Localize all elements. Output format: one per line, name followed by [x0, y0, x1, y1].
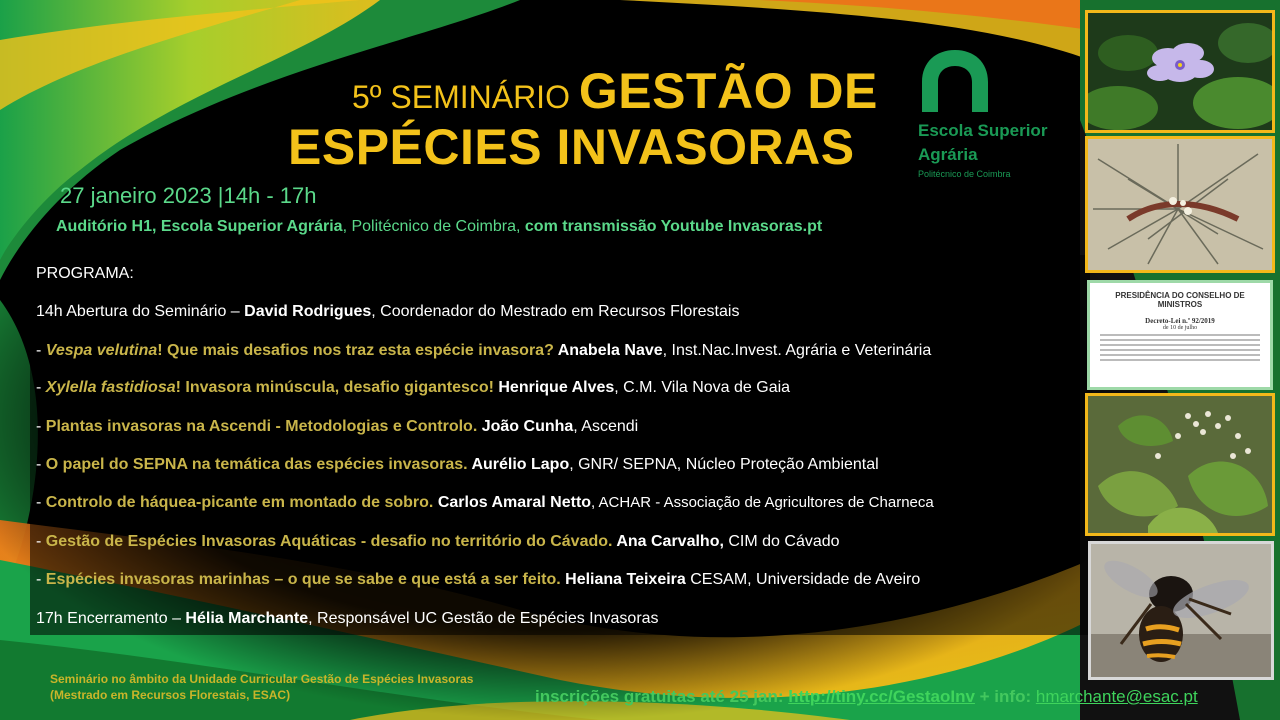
talk-item	[36, 533, 1086, 551]
hakea-plant-photo	[1085, 136, 1275, 273]
programme-closing	[36, 610, 1086, 628]
talk-title: O papel do SEPNA na temática das espécies invasoras.	[45, 456, 472, 473]
talk-speaker: Henrique Alves	[498, 379, 615, 396]
programme-heading: PROGRAMA:	[36, 265, 134, 282]
talk-item	[36, 342, 1086, 360]
talk-dash: -	[36, 342, 46, 359]
japanese-knotweed-photo	[1085, 393, 1275, 536]
talk-speaker: Aurélio Lapo	[471, 456, 570, 473]
talk-dash: -	[36, 456, 46, 473]
doc-text-line	[1100, 334, 1260, 336]
talk-speaker: Carlos Amaral Netto	[437, 494, 592, 511]
doc-text-line	[1100, 354, 1260, 356]
opening-speaker: David Rodrigues	[244, 303, 372, 320]
talk-title: ! Que mais desafios nos traz esta espécie invasora?	[157, 342, 558, 359]
venue-place: Auditório H1, Escola Superior Agrária	[56, 218, 343, 235]
decree-header: PRESIDÊNCIA DO CONSELHO DE MINISTROS	[1115, 291, 1245, 309]
talk-title: Espécies invasoras marinhas – o que se sabe e que está a ser feito.	[45, 571, 566, 588]
info-email-link[interactable]: hmarchante@esac.pt	[1035, 687, 1198, 706]
venue-stream: com transmissão Youtube Invasoras.pt	[524, 218, 823, 235]
talk-dash: -	[36, 379, 46, 396]
talk-affiliation: , Inst.Nac.Invest. Agrária e Veterinária	[662, 342, 932, 359]
talk-affiliation: , ACHAR - Associação de Agricultores de Charneca	[591, 494, 934, 511]
info-text: + info:	[974, 687, 1036, 706]
logo-school-name-2: Agrária	[918, 145, 978, 164]
talk-speaker: João Cunha	[481, 418, 574, 435]
talk-speaker: Anabela Nave	[557, 342, 663, 359]
decree-date: de 10 de julho	[1162, 325, 1198, 331]
opening-role: , Coordenador do Mestrado em Recursos Florestais	[371, 303, 740, 320]
decree-document-image	[1087, 280, 1273, 390]
logo-school-name: Escola Superior	[918, 121, 1048, 140]
talk-speaker: Ana Carvalho,	[616, 533, 724, 550]
talk-dash: -	[36, 494, 46, 511]
closing-time: 17h Encerramento –	[36, 610, 186, 627]
doc-text-line	[1100, 344, 1260, 346]
talk-dash: -	[36, 418, 46, 435]
event-venue	[56, 218, 822, 236]
doc-text-line	[1100, 349, 1260, 351]
talk-item	[36, 456, 1086, 474]
talk-title: Controlo de háquea-picante em montado de sobro.	[45, 494, 438, 511]
opening-time: 14h Abertura do Seminário –	[36, 303, 245, 320]
doc-text-line	[1100, 339, 1260, 341]
talk-affiliation: , Ascendi	[573, 418, 639, 435]
asian-hornet-photo	[1088, 541, 1274, 680]
event-date: 27 janeiro 2023 |14h - 17h	[60, 183, 317, 208]
seminar-title-line1	[352, 62, 892, 120]
seminar-number: 5º SEMINÁRIO	[352, 79, 570, 115]
registration-link[interactable]: http://tiny.cc/GestaoInv	[788, 687, 975, 706]
talk-item	[36, 494, 1086, 512]
talk-title: ! Invasora minúscula, desafio gigantesco!	[175, 379, 499, 396]
talk-affiliation: , C.M. Vila Nova de Gaia	[614, 379, 791, 396]
closing-role: , Responsável UC Gestão de Espécies Invasoras	[308, 610, 659, 627]
footer-context-note: Seminário no âmbito da Unidade Curricular Gestão de Espécies Invasoras (Mestrado em Recursos Florestais, ESAC)	[50, 672, 474, 702]
decree-number: Decreto-Lei n.º 92/2019	[1145, 317, 1215, 325]
talk-title: Plantas invasoras na Ascendi - Metodologias e Controlo.	[45, 418, 482, 435]
talk-title: Gestão de Espécies Invasoras Aquáticas - desafio no território do Cávado.	[45, 533, 617, 550]
talk-species: Xylella fastidiosa	[45, 379, 176, 396]
school-logo-icon	[920, 48, 990, 112]
talk-item	[36, 571, 1086, 589]
talk-affiliation: CIM do Cávado	[723, 533, 840, 550]
water-hyacinth-flower-photo	[1085, 10, 1275, 133]
programme-opening	[36, 303, 1086, 321]
doc-text-line	[1100, 359, 1260, 361]
talk-item	[36, 418, 1086, 436]
talk-dash: -	[36, 533, 46, 550]
closing-speaker: Hélia Marchante	[185, 610, 309, 627]
title-gestao-de: GESTÃO DE	[578, 63, 878, 119]
seminar-title-line2: ESPÉCIES INVASORAS	[288, 119, 855, 175]
talk-dash: -	[36, 571, 46, 588]
registration-line	[535, 687, 1198, 707]
venue-institution: , Politécnico de Coimbra,	[342, 218, 525, 235]
logo-polytechnic: Politécnico de Coimbra	[918, 169, 1011, 179]
registration-text: inscrições gratuitas até 25 jan:	[535, 687, 789, 706]
talk-affiliation: CESAM, Universidade de Aveiro	[685, 571, 921, 588]
talk-item	[36, 379, 1086, 397]
talk-speaker: Heliana Teixeira	[565, 571, 686, 588]
talk-affiliation: , GNR/ SEPNA, Núcleo Proteção Ambiental	[569, 456, 879, 473]
talk-species: Vespa velutina	[45, 342, 158, 359]
